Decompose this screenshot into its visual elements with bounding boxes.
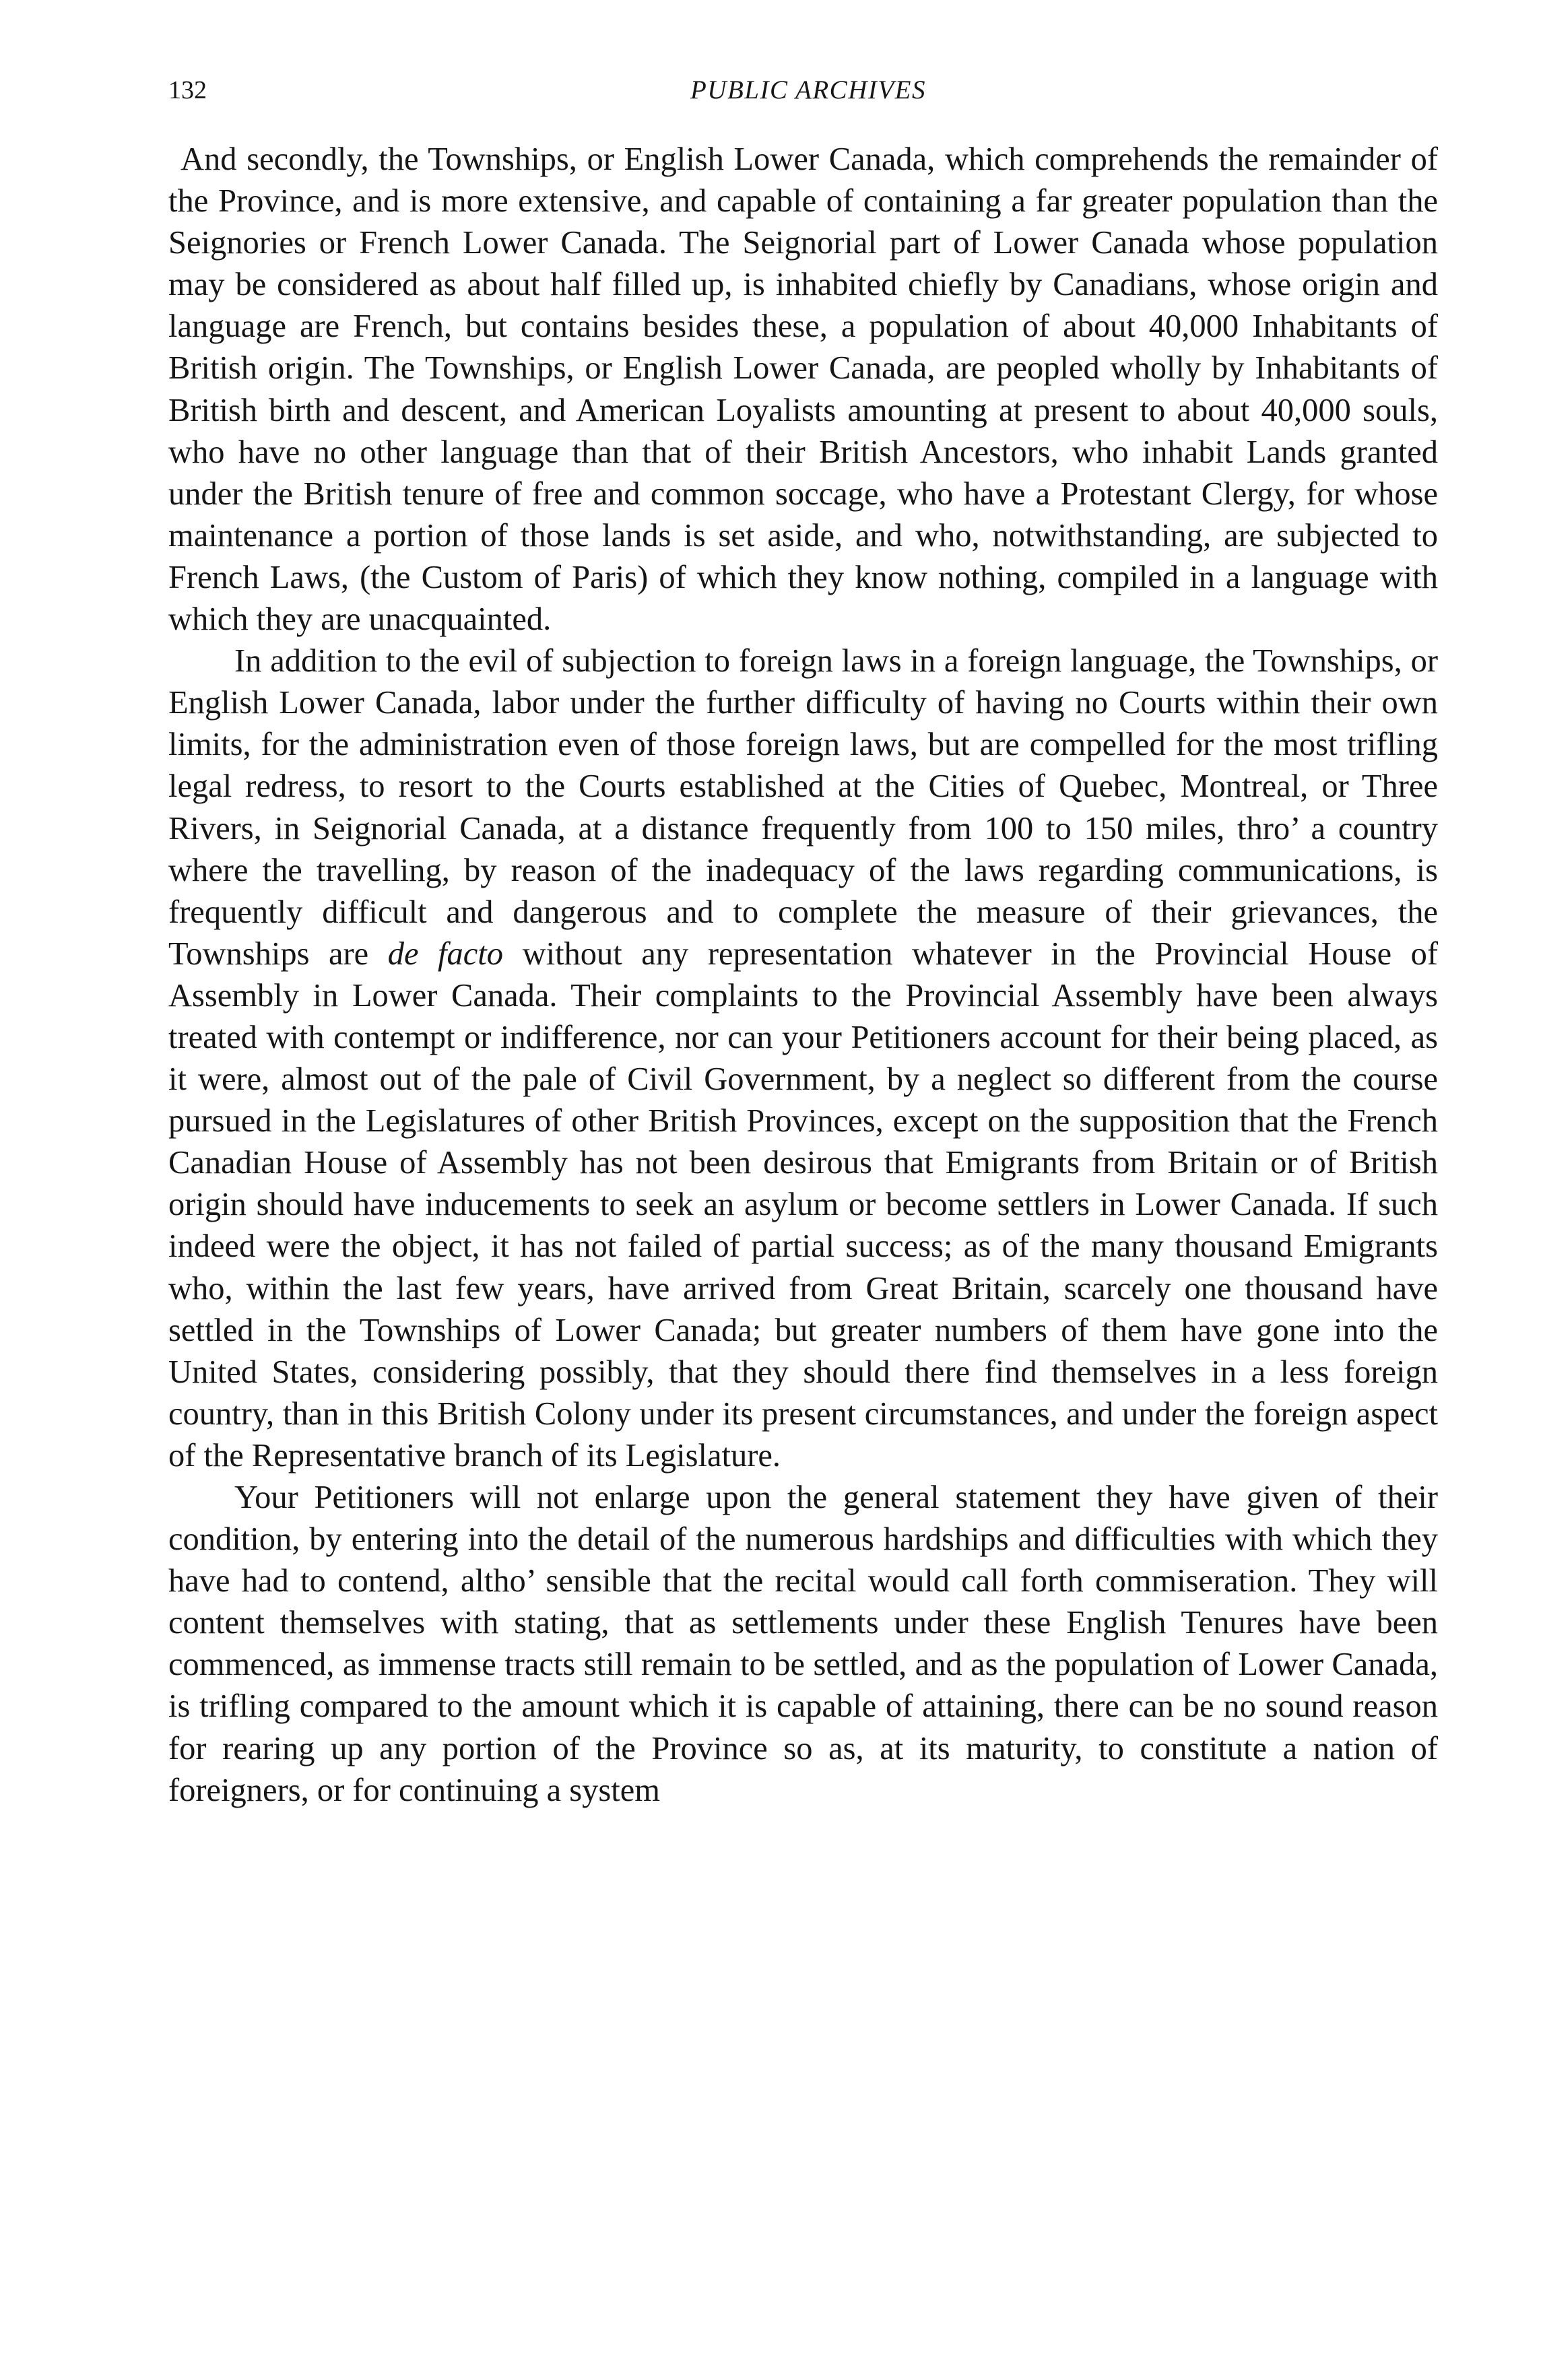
paragraph-2-emphasis: de facto [387, 935, 504, 972]
paragraph-1: And secondly, the Townships, or English Lower Canada, which comprehends the remainder of the Province, and is more extensive, and capable of containing a far greater population than the Seignories or French Lower Canada. The Seignorial part of Lower Canada whose population may be considered as about half filled up, is inhabited chiefly by Canadians, whose origin and language are French, but contains besides these, a population of about 40,000 Inhabitants of British origin. The Townships, or English Lower Canada, are peopled wholly by Inhabitants of British birth and descent, and American Loyalists amounting at present to about 40,000 souls, who have no other language than that of their British Ancestors, who inhabit Lands granted under the British tenure of free and common soccage, who have a Protestant Clergy, for whose maintenance a portion of those lands is set aside, and who, notwithstanding, are subjected to French Laws, (the Custom of Paris) of which they know nothing, compiled in a language with which they are unacquainted. [168, 141, 1438, 638]
paragraph-3: Your Petitioners will not enlarge upon the general statement they have given of their condition, by entering into the detail of the numerous hardships and difficulties with which they have had to contend, altho’ sensible that the recital would call forth commiseration. They will content themselves with stating, that as settlements under these English Tenures have been commenced, as immense tracts still remain to be settled, and as the population of Lower Canada, is trifling compared to the amount which it is capable of attaining, there can be no sound reason for rearing up any portion of the Province so as, at its maturity, to constitute a nation of foreigners, or for continuing a system [168, 1480, 1438, 1808]
paragraph-2-part-1: In addition to the evil of subjection to foreign laws in a foreign language, the Townships, or English Lower Canada, labor under the further difficulty of having no Courts within their own limits, for the administration even of those foreign laws, but are compelled for the most trifling legal redress, to resort to the Courts established at the Cities of Quebec, Montreal, or Three Rivers, in Seignorial Canada, at a distance frequently from 100 to 150 miles, thro’ a country where the travelling, by reason of the inadequacy of the laws regarding communications, is frequently difficult and dangerous and to complete the measure of their grievances, the Townships are [168, 643, 1438, 972]
running-title: PUBLIC ARCHIVES [690, 75, 926, 104]
running-header [168, 70, 1448, 117]
body-text [168, 139, 1438, 1812]
page-number: 132 [168, 76, 207, 104]
paragraph-2 [168, 640, 1438, 1477]
paragraph-2-part-2: without any representation whatever in the Provincial House of Assembly in Lower Canada. Their complaints to the Provincial Assembly have been always treated with contempt or indifference, nor can your Petitioners account for their being placed, as it were, almost out of the pale of Civil Government, by a neglect so different from the course pursued in the Legislatures of other British Provinces, except on the supposition that the French Canadian House of Assembly has not been desirous that Emigrants from Britain or of British origin should have inducements to seek an asylum or become settlers in Lower Canada. If such indeed were the object, it has not failed of partial success; as of the many thousand Emigrants who, within the last few years, have arrived from Great Britain, scarcely one thousand have settled in the Townships of Lower Canada; but greater numbers of them have gone into the United States, considering possibly, that they should there find themselves in a less foreign country, than in this British Colony under its present circumstances, and under the foreign aspect of the Representative branch of its Legislature. [168, 935, 1439, 1474]
